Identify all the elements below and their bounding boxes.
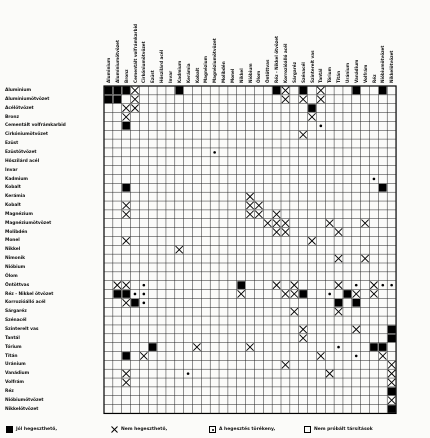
cell-not-weldable <box>317 87 324 94</box>
cell-not-weldable <box>335 282 342 289</box>
cell-not-weldable <box>246 202 253 209</box>
column-label: Uránium <box>344 62 350 83</box>
cell-good <box>379 87 387 95</box>
cell-not-weldable <box>388 361 395 368</box>
cell-not-weldable <box>388 370 395 377</box>
cell-not-weldable <box>370 290 377 297</box>
cell-not-weldable <box>282 220 289 227</box>
column-label: Aluminium <box>106 57 111 83</box>
cell-not-weldable <box>123 211 130 218</box>
column-label: Tantál <box>318 68 324 83</box>
cross-icon <box>111 426 118 433</box>
cell-not-weldable <box>123 299 130 306</box>
column-label: Monel <box>229 68 235 83</box>
cell-good <box>273 87 281 95</box>
cell-not-weldable <box>300 131 307 138</box>
cell-good <box>122 352 130 360</box>
column-label: Tórium <box>327 66 333 83</box>
cell-not-weldable <box>123 370 130 377</box>
row-label: Uránium <box>5 362 26 368</box>
cell-brittle <box>390 284 393 287</box>
cell-good <box>308 104 316 112</box>
column-label: Korrozióálló acél <box>283 43 288 83</box>
cell-not-weldable <box>300 96 307 103</box>
cell-good <box>299 87 307 95</box>
column-label: Bronz <box>123 69 129 83</box>
row-label: Tórium <box>5 344 22 350</box>
column-label: Kadmium <box>176 60 182 83</box>
cell-good <box>237 281 245 289</box>
column-label: Titán <box>336 70 342 83</box>
cell-not-weldable <box>353 290 360 297</box>
cell-brittle <box>337 346 340 349</box>
row-label: Cementált volfrámkarbid <box>5 123 66 129</box>
cell-not-weldable <box>273 211 280 218</box>
row-label: Réz - Nikkel ötvözet <box>5 291 54 297</box>
cell-not-weldable <box>131 96 138 103</box>
row-label: Vanádium <box>5 371 30 377</box>
cell-good <box>388 334 396 342</box>
column-label: Sárgaréz <box>291 61 297 83</box>
row-label: Volfrám <box>5 380 24 386</box>
cell-not-weldable <box>282 290 289 297</box>
column-label: Magnéziumötvözet <box>212 38 218 83</box>
column-label: Öntöttvas <box>265 59 271 83</box>
cell-good <box>131 299 139 307</box>
cell-not-weldable <box>246 343 253 350</box>
row-label: Acélötvözet <box>5 105 34 111</box>
column-label: Nióbium <box>247 63 253 83</box>
row-label: Kobalt <box>5 203 21 209</box>
column-label: Nikkelötvözet <box>389 50 395 83</box>
cell-not-weldable <box>238 290 245 297</box>
cell-good <box>113 87 121 95</box>
cell-good <box>388 326 396 334</box>
cell-not-weldable <box>140 352 147 359</box>
cell-not-weldable <box>176 246 183 253</box>
cell-not-weldable <box>246 193 253 200</box>
row-label: Ólom <box>5 273 18 279</box>
cell-not-weldable <box>255 202 262 209</box>
cell-not-weldable <box>353 326 360 333</box>
cell-brittle <box>328 293 331 296</box>
cell-good <box>370 343 378 351</box>
cell-brittle <box>381 284 384 287</box>
column-label: Hőszilárd acél <box>159 49 165 83</box>
column-label: Magnézium <box>203 55 209 83</box>
dot-square-icon <box>209 426 216 433</box>
cell-not-weldable <box>282 361 289 368</box>
cell-not-weldable <box>273 228 280 235</box>
column-label: Volfrám <box>362 64 368 83</box>
cell-brittle <box>143 293 146 296</box>
column-label: Ezüst <box>150 70 156 83</box>
cell-brittle <box>320 125 323 128</box>
column-label: Vanádium <box>353 59 359 83</box>
cell-not-weldable <box>326 220 333 227</box>
cell-not-weldable <box>123 105 130 112</box>
row-label: Tantál <box>5 335 20 341</box>
cell-not-weldable <box>335 255 342 262</box>
row-label: Kadmium <box>5 176 28 182</box>
cell-not-weldable <box>335 308 342 315</box>
legend-not-label: Nem hegeszthető, <box>121 427 168 432</box>
cell-good <box>379 343 387 351</box>
cell-not-weldable <box>300 326 307 333</box>
row-label: Aluminium <box>5 88 31 93</box>
cell-good <box>113 290 121 298</box>
row-label: Kerámia <box>5 194 26 200</box>
cell-good <box>388 405 396 413</box>
row-label: Réz <box>5 388 14 394</box>
cell-not-weldable <box>370 282 377 289</box>
row-label: Magnézium <box>5 211 33 217</box>
row-label: Kobalt <box>5 185 21 191</box>
column-label: Kobalt <box>194 67 200 83</box>
row-label: Magnéziumötvözet <box>5 220 52 226</box>
column-label: Szénacél <box>300 62 306 83</box>
cell-not-weldable <box>300 335 307 342</box>
row-label: Öntöttvas <box>5 282 30 288</box>
cell-not-weldable <box>114 282 121 289</box>
cell-good <box>122 87 130 95</box>
column-label: Alumíniumötvözet <box>114 40 120 83</box>
legend-good <box>6 426 57 433</box>
cell-good <box>122 290 130 298</box>
cell-brittle <box>143 302 146 305</box>
row-label: Invar <box>5 167 18 173</box>
cell-not-weldable <box>123 379 130 386</box>
column-label: Réz - Nikkel ötvözet <box>274 35 280 83</box>
filled-square-icon <box>6 426 13 433</box>
column-label: Nióbiumötvözet <box>380 45 386 83</box>
cell-not-weldable <box>123 282 130 289</box>
cell-not-weldable <box>273 282 280 289</box>
cell-good <box>344 290 352 298</box>
row-label: Alumíniumötvözet <box>5 96 50 102</box>
row-label: Monel <box>5 238 20 244</box>
column-label: Szinterelt vas <box>309 50 315 83</box>
cell-brittle <box>373 178 376 181</box>
cell-not-weldable <box>308 237 315 244</box>
legend-brittle-label: A hegesztés törékeny, <box>219 427 276 432</box>
cell-not-weldable <box>264 220 271 227</box>
cell-good <box>105 87 113 95</box>
cell-good <box>122 184 130 192</box>
cell-not-weldable <box>255 211 262 218</box>
row-label: Nikkel <box>5 247 21 253</box>
cell-not-weldable <box>282 87 289 94</box>
grid-border <box>104 86 396 413</box>
cell-not-weldable <box>291 308 298 315</box>
row-label: Szinterelt vas <box>5 326 39 332</box>
cell-not-weldable <box>335 228 342 235</box>
cell-not-weldable <box>123 237 130 244</box>
cell-not-weldable <box>361 220 368 227</box>
column-label: Invar <box>167 70 173 83</box>
cell-brittle <box>213 151 216 154</box>
legend-untested-label: Nem próbált társítások <box>314 427 373 432</box>
cell-good <box>149 343 157 351</box>
cell-not-weldable <box>361 255 368 262</box>
column-label: Réz <box>371 74 377 83</box>
cell-not-weldable <box>123 113 130 120</box>
cell-not-weldable <box>246 211 253 218</box>
legend-good-label: Jól hegeszthető, <box>16 427 58 432</box>
cell-good <box>175 87 183 95</box>
cell-good <box>299 290 307 298</box>
cell-brittle <box>187 372 190 375</box>
row-label: Molibdén <box>5 229 28 235</box>
row-label: Nióbium <box>5 265 26 270</box>
cell-not-weldable <box>379 352 386 359</box>
cell-brittle <box>355 284 358 287</box>
cell-brittle <box>134 293 137 296</box>
cell-brittle <box>143 284 146 287</box>
cell-not-weldable <box>291 282 298 289</box>
legend-untested <box>304 426 373 433</box>
cell-brittle <box>355 355 358 358</box>
cell-good <box>113 95 121 103</box>
legend <box>6 424 426 436</box>
cell-not-weldable <box>388 379 395 386</box>
column-label: Molibdén <box>221 61 227 83</box>
row-label: Nióbiumötvözet <box>5 397 44 403</box>
legend-not <box>111 426 167 433</box>
row-label: Nikkelötvözet <box>5 406 39 412</box>
cell-not-weldable <box>326 370 333 377</box>
cell-not-weldable <box>282 96 289 103</box>
cell-good <box>105 95 113 103</box>
column-label: Cirkóniumötvözet <box>141 41 147 83</box>
row-label: Szénacél <box>5 318 27 324</box>
empty-square-icon <box>304 426 311 433</box>
cell-not-weldable <box>308 113 315 120</box>
column-label: Kerámia <box>185 63 191 83</box>
row-label: Bronz <box>5 114 19 120</box>
row-label: Korrozióálló acél <box>5 300 46 306</box>
column-label: Nikkel <box>238 68 244 83</box>
cell-not-weldable <box>388 397 395 404</box>
row-label: Nimonik <box>5 256 25 262</box>
row-label: Hőszilárd acél <box>5 158 40 164</box>
cell-good <box>122 122 130 130</box>
row-label: Ezüstötvözet <box>5 149 37 155</box>
cell-not-weldable <box>282 228 289 235</box>
cell-not-weldable <box>131 105 138 112</box>
cell-good <box>379 184 387 192</box>
cell-good <box>335 299 343 307</box>
cell-not-weldable <box>291 290 298 297</box>
cell-not-weldable <box>193 343 200 350</box>
row-label: Sárgaréz <box>5 309 27 315</box>
column-label: Cementált volfrámkarbid <box>132 23 138 83</box>
column-label: Ólom <box>256 70 262 83</box>
cell-good <box>352 87 360 95</box>
legend-brittle <box>209 426 275 433</box>
cell-not-weldable <box>131 87 138 94</box>
row-label: Cirkóniumötvözet <box>5 132 48 138</box>
cell-good <box>388 388 396 396</box>
cell-good <box>352 299 360 307</box>
cell-not-weldable <box>273 220 280 227</box>
row-label: Ezüst <box>5 141 19 147</box>
cell-not-weldable <box>123 202 130 209</box>
cell-not-weldable <box>317 352 324 359</box>
cell-not-weldable <box>317 96 324 103</box>
row-label: Titán <box>5 353 18 359</box>
